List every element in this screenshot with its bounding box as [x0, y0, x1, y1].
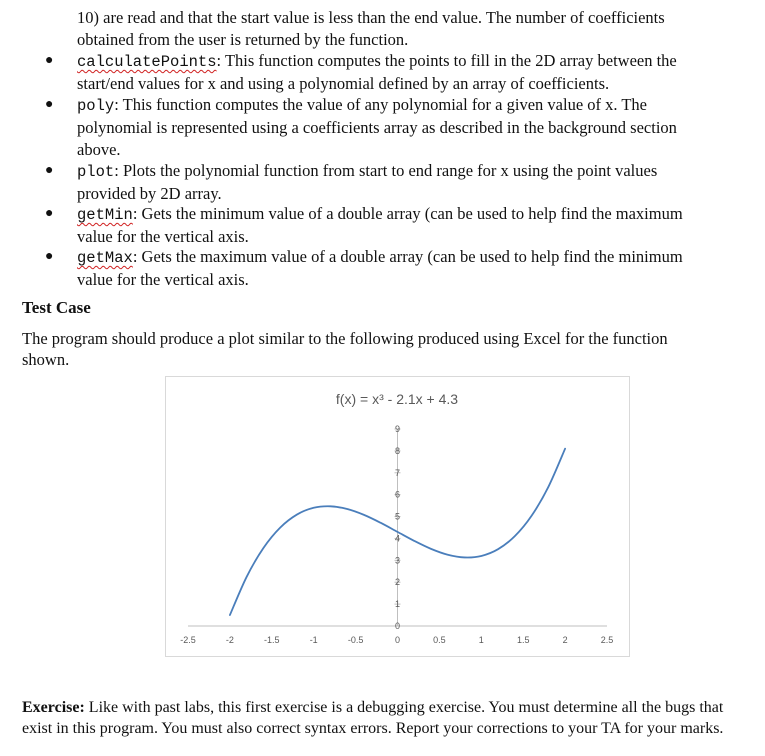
x-tick-label: 1: [478, 635, 484, 645]
exercise-label: Exercise:: [22, 699, 85, 716]
test-case-line: shown.: [22, 350, 70, 369]
exercise-line: Like with past labs, this first exercise is a debugging exercise. You must determine all the bugs that: [84, 699, 724, 716]
x-tick-label: 0.5: [433, 635, 446, 645]
x-tick-label: -1.5: [264, 635, 280, 645]
x-tick-label: -2: [225, 635, 234, 645]
exercise-text: [22, 697, 765, 739]
x-tick-label: -2.5: [180, 635, 196, 645]
y-tick-label: 7: [394, 467, 401, 478]
bullet-line: value for the vertical axis.: [77, 227, 249, 246]
test-case-line: The program should produce a plot similar to the following produced using Excel for the function: [22, 329, 668, 348]
y-tick-label: 3: [394, 555, 401, 566]
bullet-line: provided by 2D array.: [77, 184, 222, 203]
test-case-text: [22, 328, 742, 370]
bullet-line: start/end values for x and using a polynomial defined by an array of coefficients.: [77, 74, 610, 93]
bullet-line: This function computes the value of any polynomial for a given value of x. The: [118, 95, 647, 114]
intro-text: [77, 7, 747, 51]
x-tick-label: -1: [309, 635, 318, 645]
bullet-line: polynomial is represented using a coefficients array as described in the background section: [77, 118, 677, 137]
y-tick-label: 9: [394, 424, 401, 434]
chart-title: f(x) = x³ - 2.1x + 4.3: [335, 391, 459, 407]
function-name: getMax: [77, 249, 133, 267]
separator: :: [216, 51, 222, 70]
bullet-line: value for the vertical axis.: [77, 270, 249, 289]
chart-svg: [166, 377, 629, 656]
x-tick-label: 0: [394, 635, 401, 645]
bullet-poly: [77, 94, 747, 161]
bullet-line: Gets the minimum value of a double array (can be used to help find the maximum: [137, 204, 683, 223]
y-axis: [395, 424, 401, 631]
chart: [165, 376, 630, 657]
y-tick-label: 5: [394, 511, 401, 522]
bullet-line: Gets the maximum value of a double array (can be used to help find the minimum: [137, 247, 683, 266]
function-name: calculatePoints: [77, 53, 217, 71]
function-name: poly: [77, 97, 115, 115]
y-tick-label: 2: [394, 577, 401, 588]
bullet-dot: ●: [45, 97, 54, 112]
intro-line-2: obtained from the user is returned by the function.: [77, 30, 409, 49]
x-tick-label: 1.5: [516, 635, 530, 645]
x-tick-label: 2.5: [600, 635, 614, 645]
y-tick-label: 1: [394, 599, 401, 610]
separator: :: [132, 204, 138, 223]
x-tick-label: -0.5: [347, 635, 364, 645]
function-name: plot: [77, 163, 115, 181]
separator: :: [132, 247, 138, 266]
exercise-line: exist in this program. You must also correct syntax errors. Report your corrections to your TA for your marks.: [22, 720, 724, 737]
y-tick-label: 6: [394, 489, 401, 500]
bullet-plot: [77, 160, 747, 205]
separator: :: [114, 95, 119, 114]
intro-line-1: 10) are read and that the start value is less than the end value. The number of coefficients: [77, 8, 665, 27]
bullet-line: This function computes the points to fill in the 2D array between the: [221, 51, 677, 70]
y-tick-label: 4: [394, 533, 401, 544]
bullet-getMax: [77, 246, 747, 291]
bullet-dot: ●: [45, 163, 54, 178]
bullet-getMin: [77, 203, 747, 248]
y-tick-label: 8: [394, 445, 401, 456]
x-tick-label: 2: [562, 635, 568, 645]
bullet-dot: ●: [45, 53, 54, 68]
y-tick-label: 0: [394, 621, 401, 631]
bullet-calculatePoints: [77, 50, 747, 95]
bullet-dot: ●: [45, 249, 54, 264]
bullet-dot: ●: [45, 206, 54, 221]
bullet-line: above.: [77, 140, 121, 159]
bullet-line: Plots the polynomial function from start to end range for x using the point values: [118, 161, 658, 180]
function-name: getMin: [77, 206, 133, 224]
separator: :: [114, 161, 119, 180]
test-case-heading: Test Case: [22, 298, 91, 317]
